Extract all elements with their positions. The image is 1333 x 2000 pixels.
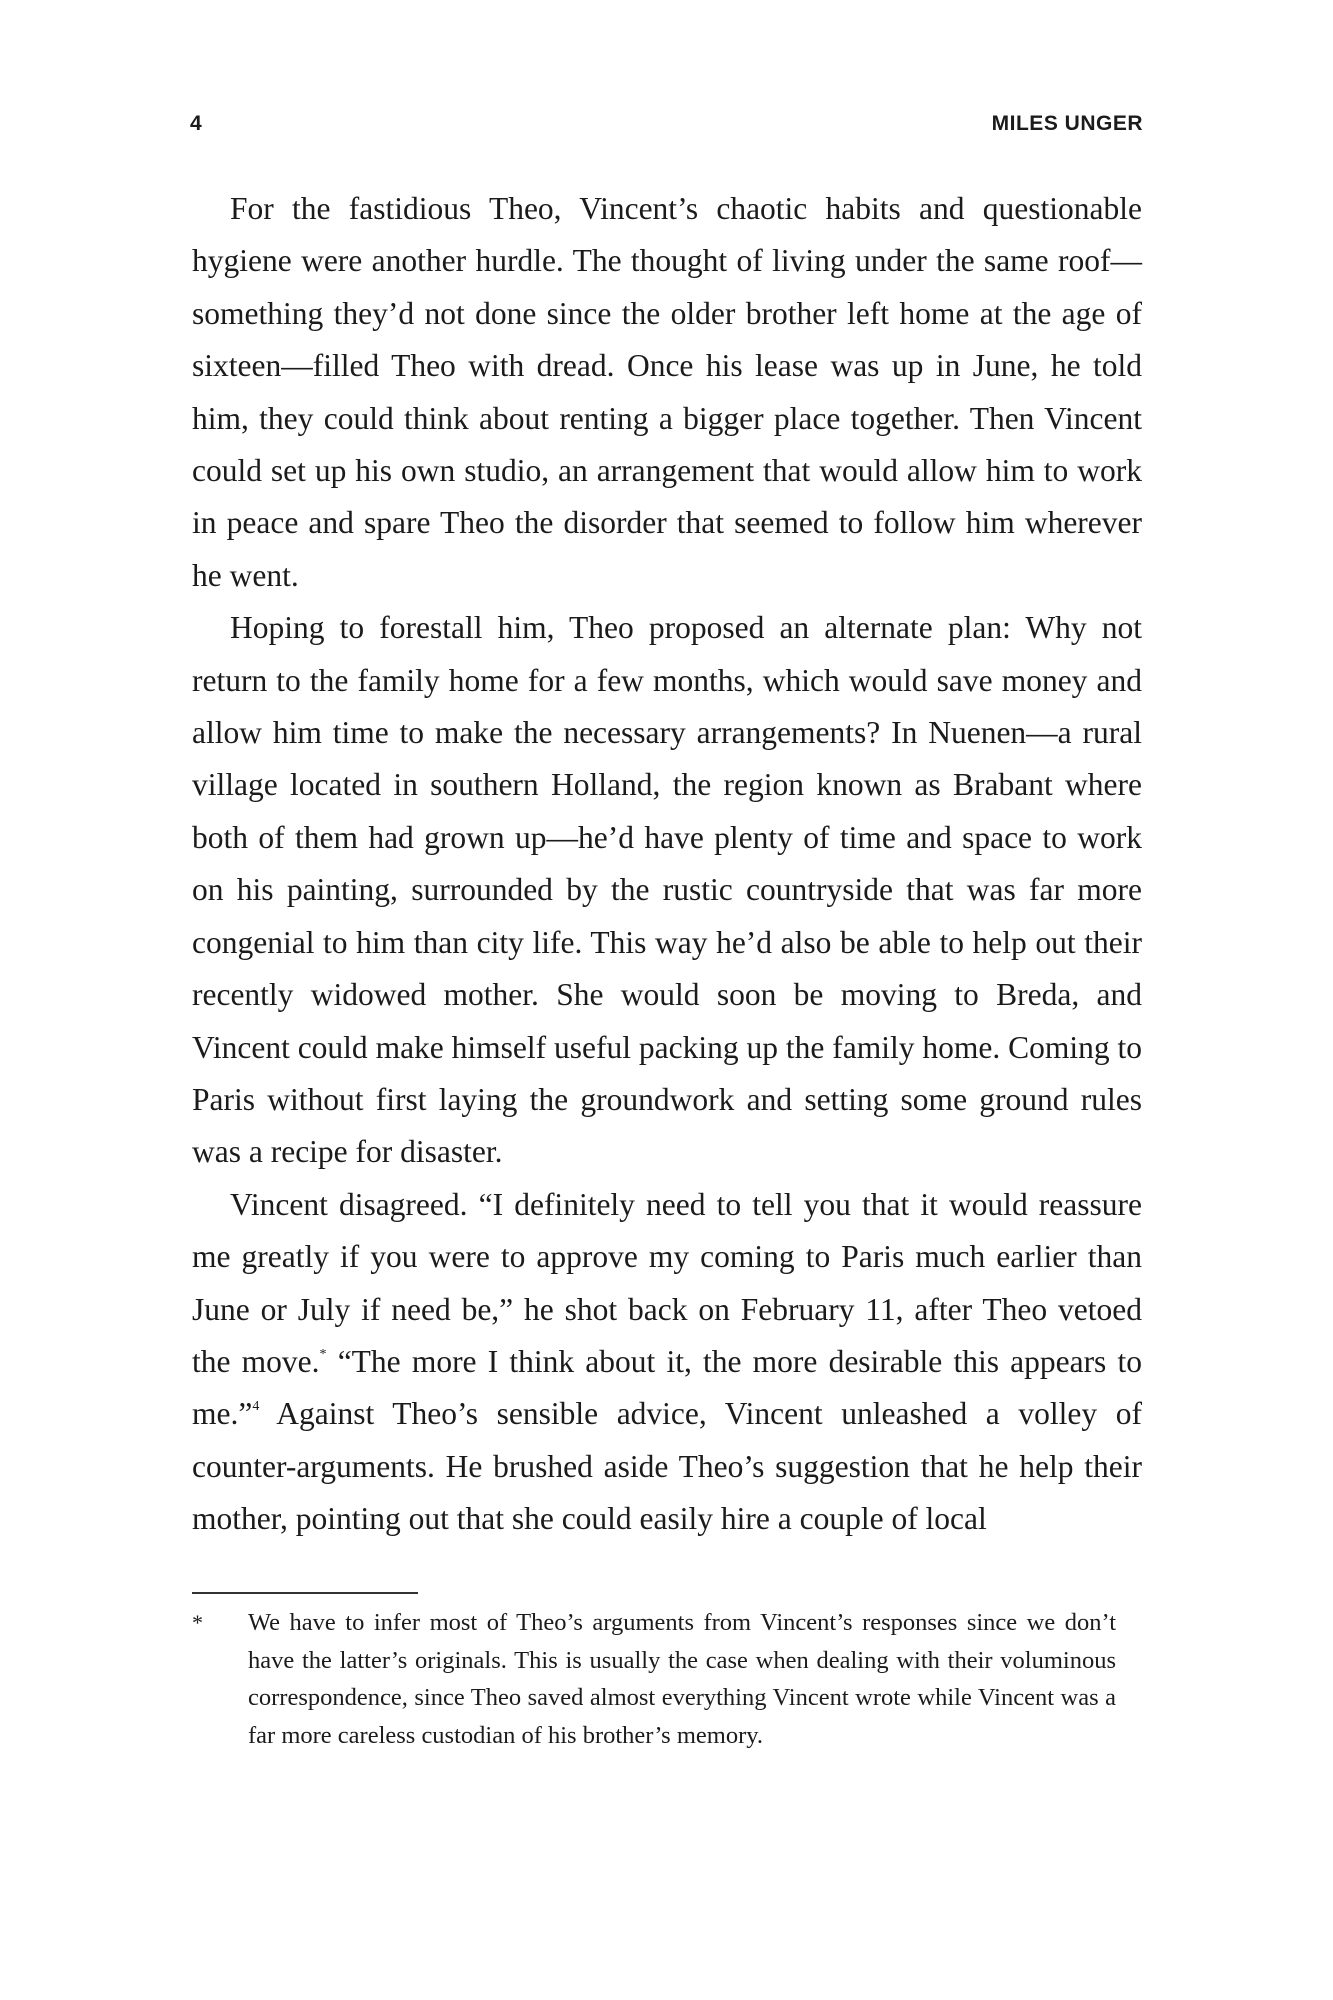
running-head bbox=[190, 112, 1143, 142]
paragraph-3-part-1: Vincent disagreed. “I definitely need to tell you that it would reassure me greatly if you were to approve my coming to Paris much earlier than June or July if need be,” he shot back on February 11, after Theo vetoed the move. bbox=[192, 1186, 1142, 1379]
paragraph-1: For the fastidious Theo, Vincent’s chaotic habits and questionable hygiene were another hurdle. The thought of living under the same roof—something they’d not done since the older brother left home at the age of sixteen—filled Theo with dread. Once his lease was up in June, he told him, they could think about renting a bigger place together. Then Vincent could set up his own studio, an arrangement that would allow him to work in peace and spare Theo the disorder that seemed to follow him wherever he went. bbox=[192, 191, 1142, 593]
paragraph-3-part-3: Against Theo’s sensible advice, Vincent unleashed a volley of counter-arguments. He brushed aside Theo’s suggestion that he help their mother, pointing out that she could easily hire a couple of local bbox=[192, 1396, 1142, 1537]
paragraph-2: Hoping to forestall him, Theo proposed an alternate plan: Why not return to the family home for a few months, which would save money and allow him time to make the necessary arrangements? In Nuenen—a rural village located in southern Holland, the region known as Brabant where both of them had grown up—he’d have plenty of time and space to work on his painting, surrounded by the rustic countryside that was far more congenial to him than city life. This way he’d also be able to help out their recently widowed mother. She would soon be moving to Breda, and Vincent could make himself useful packing up the family home. Coming to Paris without first laying the groundwork and setting some ground rules was a recipe for disaster. bbox=[192, 610, 1142, 1170]
running-head-author: MILES UNGER bbox=[991, 112, 1143, 135]
paragraph-3 bbox=[192, 1179, 1142, 1546]
endnote-reference-number[interactable]: 4 bbox=[252, 1399, 260, 1415]
footnote bbox=[192, 1604, 1142, 1754]
paragraph-3-part-2: “The more I think about it, the more desirable this appears to me.” bbox=[192, 1343, 1142, 1432]
footnote-divider bbox=[192, 1592, 418, 1594]
page-number: 4 bbox=[190, 112, 203, 135]
footnote-marker: * bbox=[192, 1610, 203, 1635]
footnote-text: We have to infer most of Theo’s arguments from Vincent’s responses since we don’t have the latter’s originals. This is usually the case when dealing with their voluminous correspondence, since Theo saved almost everything Vincent wrote while Vincent was a far more careless custodian of his brother’s memory. bbox=[248, 1609, 1116, 1749]
footnote-reference-marker[interactable]: * bbox=[319, 1346, 327, 1362]
body-text bbox=[192, 183, 1142, 1546]
